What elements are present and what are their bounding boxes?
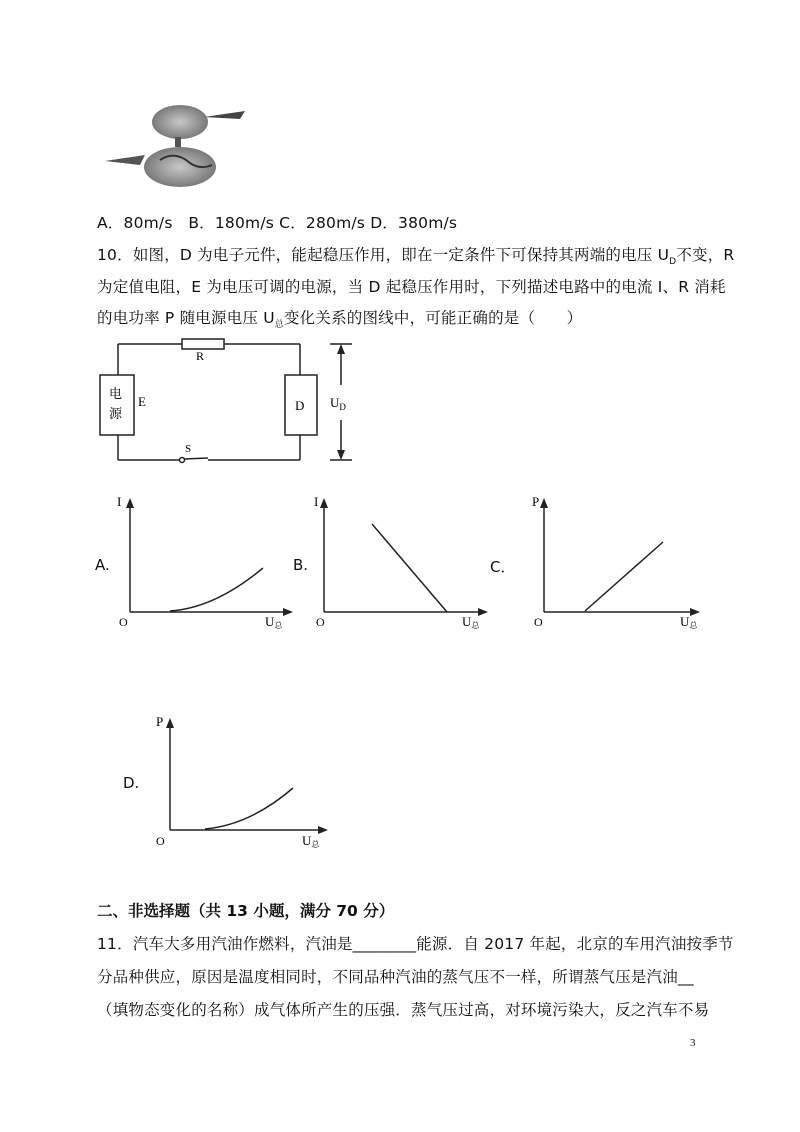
section-2-title: 二、非选择题（共 13 小题，满分 70 分）: [97, 902, 395, 920]
y-axis-label-a: I: [117, 494, 122, 509]
q10-line-2: 为定值电阻，E 为电压可调的电源，当 D 起稳压作用时，下列描述电路中的电流 I、R 消耗: [97, 278, 726, 296]
x-axis-label-b: U总: [462, 614, 480, 630]
q10-line-3: 的电功率 P 随电源电压 $U_总$变化关系的图线中，可能正确的是（ ）: [97, 309, 583, 331]
page-number: 3: [690, 1037, 696, 1049]
origin-label-c: O: [534, 615, 543, 629]
origin-label-b: O: [316, 615, 325, 629]
q11-line-1: 11．汽车大多用汽油作燃料，汽油是________能源．自 2017 年起，北京的车用汽油按季节: [97, 935, 734, 953]
s-label: S: [185, 443, 192, 455]
q9-options: A．80m/s B．180m/s C．280m/s D．380m/s: [97, 214, 458, 232]
graph-b: [312, 490, 502, 630]
graph-a: [115, 490, 305, 630]
option-a-label[interactable]: A.: [95, 556, 110, 574]
bullet-apple-photo: [100, 95, 260, 195]
y-axis-label-b: I: [314, 494, 319, 509]
y-axis-label-c: P: [532, 494, 540, 509]
option-b-label[interactable]: B.: [293, 556, 309, 574]
x-axis-label-d: U总: [302, 833, 320, 849]
option-d-label[interactable]: D.: [123, 774, 140, 792]
x-axis-label-a: U总: [265, 614, 283, 630]
origin-label-a: O: [119, 615, 128, 629]
ud-label: $U_D$: [330, 395, 346, 412]
source-label-2: 源: [109, 406, 123, 421]
graph-c: [530, 490, 710, 630]
option-c-label[interactable]: C．: [490, 558, 516, 576]
x-axis-label-c: U总: [680, 614, 698, 630]
origin-label-d: O: [156, 834, 165, 848]
e-label: E: [138, 394, 146, 409]
circuit-diagram: [90, 330, 380, 470]
q11-line-2: 分品种供应，原因是温度相同时，不同品种汽油的蒸气压不一样，所谓蒸气压是汽油__: [97, 968, 694, 986]
q11-line-3: （填物态变化的名称）成气体所产生的压强．蒸气压过高，对环境污染大，反之汽车不易: [97, 1001, 710, 1019]
d-label: D: [295, 398, 305, 413]
r-label: R: [196, 349, 205, 363]
graph-d: [150, 710, 340, 850]
source-label-1: 电: [109, 386, 123, 401]
q10-line-1: 10．如图，D 为电子元件，能起稳压作用，即在一定条件下可保持其两端的电压 $U_D$不变，R: [97, 246, 735, 268]
y-axis-label-d: P: [156, 714, 164, 729]
